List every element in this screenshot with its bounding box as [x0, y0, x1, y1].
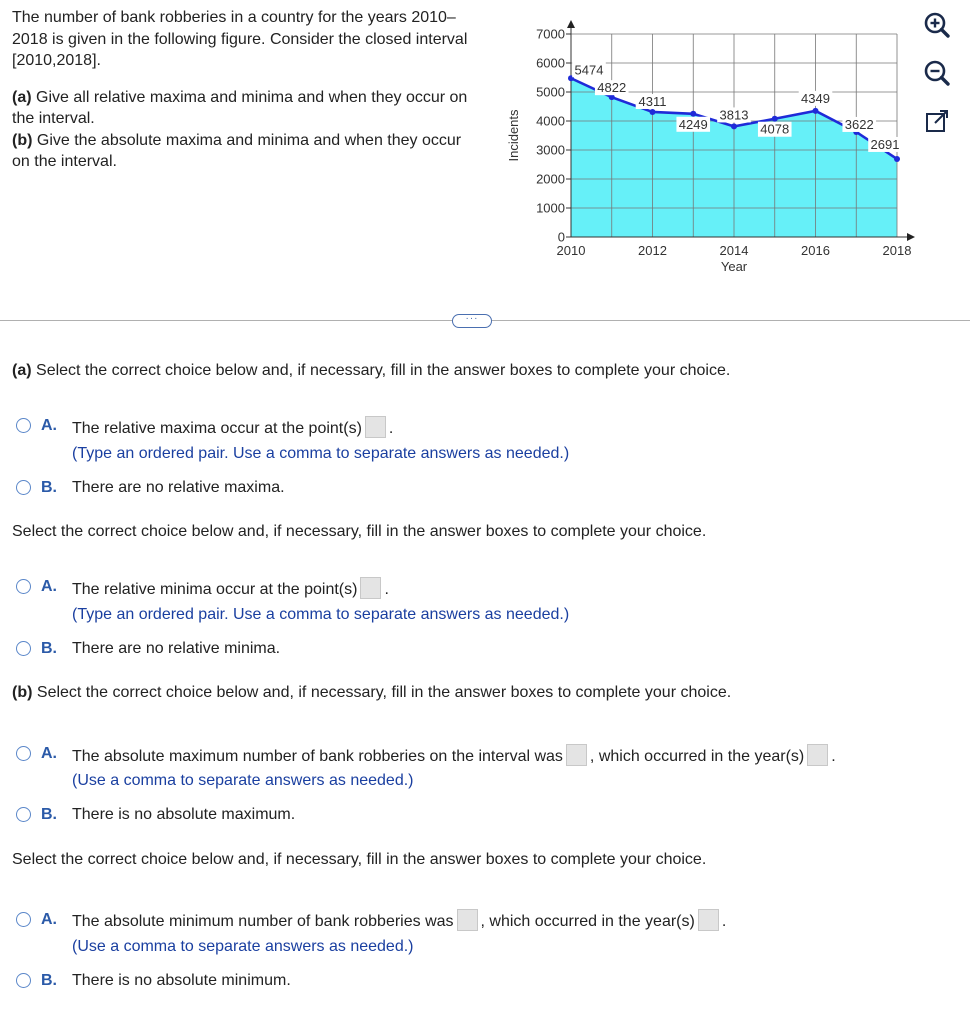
rel-max-option-a-text: The relative maxima occur at the point(s)	[72, 420, 362, 438]
rel-min-option-a-letter: A.	[41, 578, 57, 595]
data-label: 3813	[719, 107, 749, 123]
y-tick-label: 3000	[536, 142, 565, 158]
rel-max-hint: (Type an ordered pair. Use a comma to separate answers as needed.)	[72, 445, 570, 462]
abs-min-option-b-text: There is no absolute minimum.	[72, 972, 291, 989]
abs-min-option-a-text: The absolute minimum number of bank robberies was	[72, 913, 454, 931]
y-axis-label: Incidents	[506, 109, 521, 162]
data-label: 4311	[638, 93, 667, 109]
abs-max-value-box[interactable]	[566, 744, 587, 766]
zoom-in-icon[interactable]	[920, 8, 954, 42]
abs-min-option-a-text-2: , which occurred in the year(s)	[480, 913, 695, 931]
rel-min-option-a-radio[interactable]	[16, 579, 31, 594]
abs-min-option-a-letter: A.	[41, 911, 57, 928]
x-tick-label: 2016	[801, 243, 830, 258]
abs-min-option-a: The absolute minimum number of bank robberies was , which occurred in the year(s) .	[72, 911, 726, 933]
rel-max-option-a-radio[interactable]	[16, 418, 31, 433]
part-b-prompt-2: Select the correct choice below and, if necessary, fill in the answer boxes to complete your choice.	[12, 851, 707, 868]
open-external-icon[interactable]	[920, 104, 954, 138]
incidents-chart	[500, 8, 920, 283]
rel-min-option-a-text: The relative minima occur at the point(s)	[72, 581, 358, 599]
abs-min-hint: (Use a comma to separate answers as needed.)	[72, 938, 414, 955]
rel-max-option-b-radio[interactable]	[16, 480, 31, 495]
abs-max-option-a-text: The absolute maximum number of bank robberies on the interval was	[72, 748, 563, 766]
abs-max-year-box[interactable]	[807, 744, 828, 766]
x-tick-label: 2012	[638, 243, 667, 258]
y-tick-label: 5000	[536, 84, 565, 100]
more-button[interactable]: ···	[452, 314, 492, 328]
rel-max-option-b-letter: B.	[41, 479, 57, 496]
part-a-label: (a)	[12, 88, 32, 106]
data-label: 4078	[760, 121, 790, 137]
x-axis-arrow	[907, 233, 915, 241]
y-axis-arrow	[567, 20, 575, 28]
y-tick-label: 7000	[536, 26, 565, 42]
abs-min-option-b-radio[interactable]	[16, 973, 31, 988]
y-tick-label: 4000	[536, 113, 565, 129]
data-label: 5474	[574, 62, 604, 78]
abs-min-value-box[interactable]	[457, 909, 478, 931]
rel-min-option-b-text: There are no relative minima.	[72, 640, 281, 657]
x-tick-label: 2014	[719, 243, 749, 258]
problem-part-b	[12, 130, 482, 173]
rel-max-option-a-letter: A.	[41, 417, 57, 434]
abs-max-option-b-radio[interactable]	[16, 807, 31, 822]
y-tick-label: 0	[557, 229, 565, 245]
data-label: 2691	[870, 136, 900, 152]
data-point	[731, 123, 737, 129]
abs-max-option-a-radio[interactable]	[16, 746, 31, 761]
x-tick-label: 2018	[882, 243, 912, 258]
part-a-text: Give all relative maxima and minima and when they occur on the interval.	[12, 88, 468, 127]
abs-max-option-a: The absolute maximum number of bank robberies on the interval was , which occurred in the year(s) .	[72, 746, 836, 768]
data-label: 3622	[844, 116, 874, 132]
data-label: 4822	[597, 80, 627, 96]
rel-max-option-b-text: There are no relative maxima.	[72, 479, 285, 496]
abs-max-option-b-letter: B.	[41, 806, 57, 823]
rel-min-option-a: The relative minima occur at the point(s) .	[72, 579, 389, 601]
part-a-prompt-2: Select the correct choice below and, if necessary, fill in the answer boxes to complete your choice.	[12, 523, 707, 540]
part-b-label: (b)	[12, 131, 33, 149]
data-label: 4349	[801, 90, 830, 106]
abs-min-option-a-radio[interactable]	[16, 912, 31, 927]
part-b-prompt-text: Select the correct choice below and, if necessary, fill in the answer boxes to complete your choice.	[36, 684, 732, 701]
abs-max-option-b-text: There is no absolute maximum.	[72, 806, 296, 823]
rel-min-answer-box[interactable]	[360, 577, 381, 599]
data-point	[650, 109, 656, 115]
y-tick-label: 6000	[536, 55, 565, 71]
abs-max-option-a-text-2: , which occurred in the year(s)	[589, 748, 805, 766]
data-label: 4249	[678, 116, 708, 132]
abs-min-year-box[interactable]	[698, 909, 719, 931]
x-axis-label: Year	[720, 259, 748, 274]
zoom-out-icon[interactable]	[920, 56, 954, 90]
abs-min-option-b-letter: B.	[41, 972, 57, 989]
problem-intro: The number of bank robberies in a country for the years 2010–2018 is given in the following figure. Consider the closed interval [2010,2018].	[12, 9, 468, 69]
part-b-prompt	[12, 684, 731, 702]
rel-min-option-b-radio[interactable]	[16, 641, 31, 656]
problem-part-a	[12, 87, 482, 130]
part-b-prompt-label: (b)	[12, 684, 33, 701]
data-point	[894, 156, 900, 162]
abs-max-hint: (Use a comma to separate answers as needed.)	[72, 772, 414, 789]
data-point	[813, 108, 819, 114]
part-b-text: Give the absolute maxima and minima and when they occur on the interval.	[12, 131, 462, 170]
rel-max-option-a: The relative maxima occur at the point(s) .	[72, 418, 393, 440]
problem-statement	[12, 7, 482, 173]
rel-max-answer-box[interactable]	[365, 416, 386, 438]
abs-max-option-a-letter: A.	[41, 745, 57, 762]
part-a-prompt	[12, 362, 730, 380]
y-tick-label: 2000	[536, 171, 565, 187]
part-a-prompt-text: Select the correct choice below and, if necessary, fill in the answer boxes to complete your choice.	[36, 362, 731, 379]
x-tick-label: 2010	[556, 243, 586, 258]
y-tick-label: 1000	[536, 200, 565, 216]
rel-min-hint: (Type an ordered pair. Use a comma to separate answers as needed.)	[72, 606, 570, 623]
part-a-prompt-label: (a)	[12, 362, 32, 379]
rel-min-option-b-letter: B.	[41, 640, 57, 657]
